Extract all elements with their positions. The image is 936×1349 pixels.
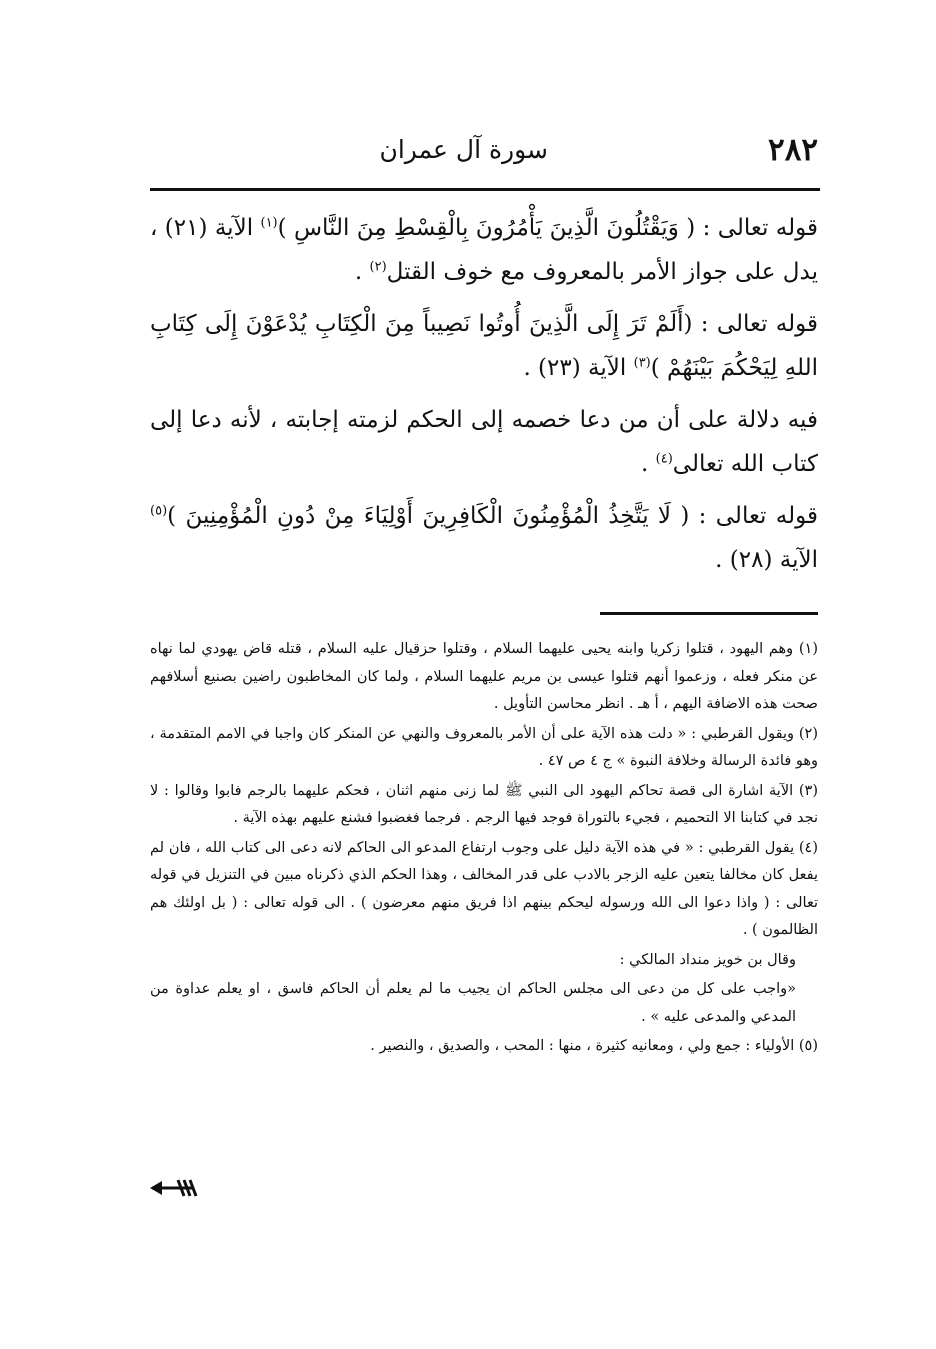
footnotes xyxy=(150,636,818,1061)
main-text xyxy=(150,206,818,590)
footnote-2: (٢) ويقول القرطبي : « دلت هذه الآية على أن الأمر بالمعروف والنهي عن المنكر كان واجبا في الامم المتقدمة ، وهو فائدة الرسالة وخلافة النبوة » ج ٤ ص ٤٧ . xyxy=(150,725,818,769)
paragraph-4 xyxy=(150,494,818,582)
footnote-3: (٣) الآية اشارة الى قصة تحاكم اليهود الى النبي ﷺ لما زنى منهم اثنان ، فحكم عليهما بالرجم فابوا وقالوا : لا نجد في كتابنا الا التحميم ، فجيء بالتوراة فوجد فيها الرجم . فرجما فغضبوا فشنع عليهم بهذه الآية . xyxy=(150,782,818,826)
sentence-end: . xyxy=(354,259,370,285)
continue-arrow-icon xyxy=(148,1176,200,1200)
quran-verse: ( لَا يَتَّخِذُ الْمُؤْمِنُونَ الْكَافِرِينَ أَوْلِيَاءَ مِنْ دُونِ الْمُؤْمِنِينَ ) xyxy=(167,503,690,529)
footnote-ref[interactable]: (٣) xyxy=(633,355,651,371)
chapter-title: سورة آل عمران xyxy=(379,135,548,164)
footnote-divider xyxy=(600,612,818,615)
paragraph-2 xyxy=(150,302,818,390)
footnote-4: (٤) يقول القرطبي : « في هذه الآية دليل على وجوب ارتفاع المدعو الى الحاكم لانه دعى الى كتاب الله ، فان لم يفعل كان مخالفا يتعين عليه الزجر بالادب على قدر المخالف ، وهذا الحكم الذي ذكرناه مبين في التنزيل في قوله تعالى : ( واذا دعوا الى الله ورسوله ليحكم بينهم اذا فريق منهم معرضون ) . الى قوله تعالى : ( بل اولئك هم الظالمون ) . xyxy=(150,839,818,938)
sentence-end: . xyxy=(641,451,656,477)
footnote-1: (١) وهم اليهود ، قتلوا زكريا وابنه يحيى عليهما السلام ، وقتلوا حزقيال عليه السلام ، قتله قاض يهودي لما نهاه عن منكر فعله ، وزعموا أنهم قتلوا عيسى بن مريم عليهما السلام ، ولما كان المخاطبون راضين بصنيع أسلافهم صحت هذه الاضافة اليهم ، أ هـ . انظر محاسن التأويل . xyxy=(150,641,818,712)
verse-reference: الآية (٢٣) . xyxy=(523,355,634,381)
verse-lead: قوله تعالى : xyxy=(695,215,818,241)
header-divider xyxy=(150,188,820,191)
footnote-ref[interactable]: (٤) xyxy=(655,451,673,467)
commentary-text: الآية (٢١) ، يدل على جواز الأمر بالمعروف مع خوف القتل xyxy=(150,215,818,285)
commentary-text: فيه دلالة على أن من دعا خصمه إلى الحكم لزمته إجابته ، لأنه دعا إلى كتاب الله تعالى xyxy=(150,407,818,477)
quran-verse: ( وَيَقْتُلُونَ الَّذِينَ يَأْمُرُونَ بِالْقِسْطِ مِنَ النَّاسِ ) xyxy=(277,215,696,241)
verse-lead: قوله تعالى : xyxy=(689,503,818,529)
paragraph-1 xyxy=(150,206,818,294)
footnote-5: (٥) الأولياء : جمع ولي ، ومعانيه كثيرة ، منها : المحب ، والصديق ، والنصير . xyxy=(370,1038,818,1054)
footnote-ref[interactable]: (٢) xyxy=(369,259,387,275)
footnote-ref[interactable]: (٥) xyxy=(150,503,168,519)
verse-lead: قوله تعالى : xyxy=(692,311,818,337)
verse-reference: الآية (٢٨) . xyxy=(715,547,818,573)
footnote-4-continuation: وقال بن خويز منداد المالكي : xyxy=(619,951,796,968)
footnote-ref[interactable]: (١) xyxy=(260,215,278,231)
footnote-4-quote: «واجب على كل من دعى الى مجلس الحاكم ان يجيب ما لم يعلم أن الحاكم فاسق ، او يعلم عداوة من المدعي والمدعى عليه » . xyxy=(150,981,796,1025)
page-header xyxy=(150,128,818,178)
paragraph-3 xyxy=(150,398,818,486)
page-number: ٢٨٢ xyxy=(768,132,818,168)
quran-verse: (أَلَمْ تَرَ إِلَى الَّذِينَ أُوتُوا نَصِيباً مِنَ الْكِتَابِ يُدْعَوْنَ إِلَى كِتَابِ اللهِ لِيَحْكُمَ بَيْنَهُمْ ) xyxy=(150,311,818,381)
